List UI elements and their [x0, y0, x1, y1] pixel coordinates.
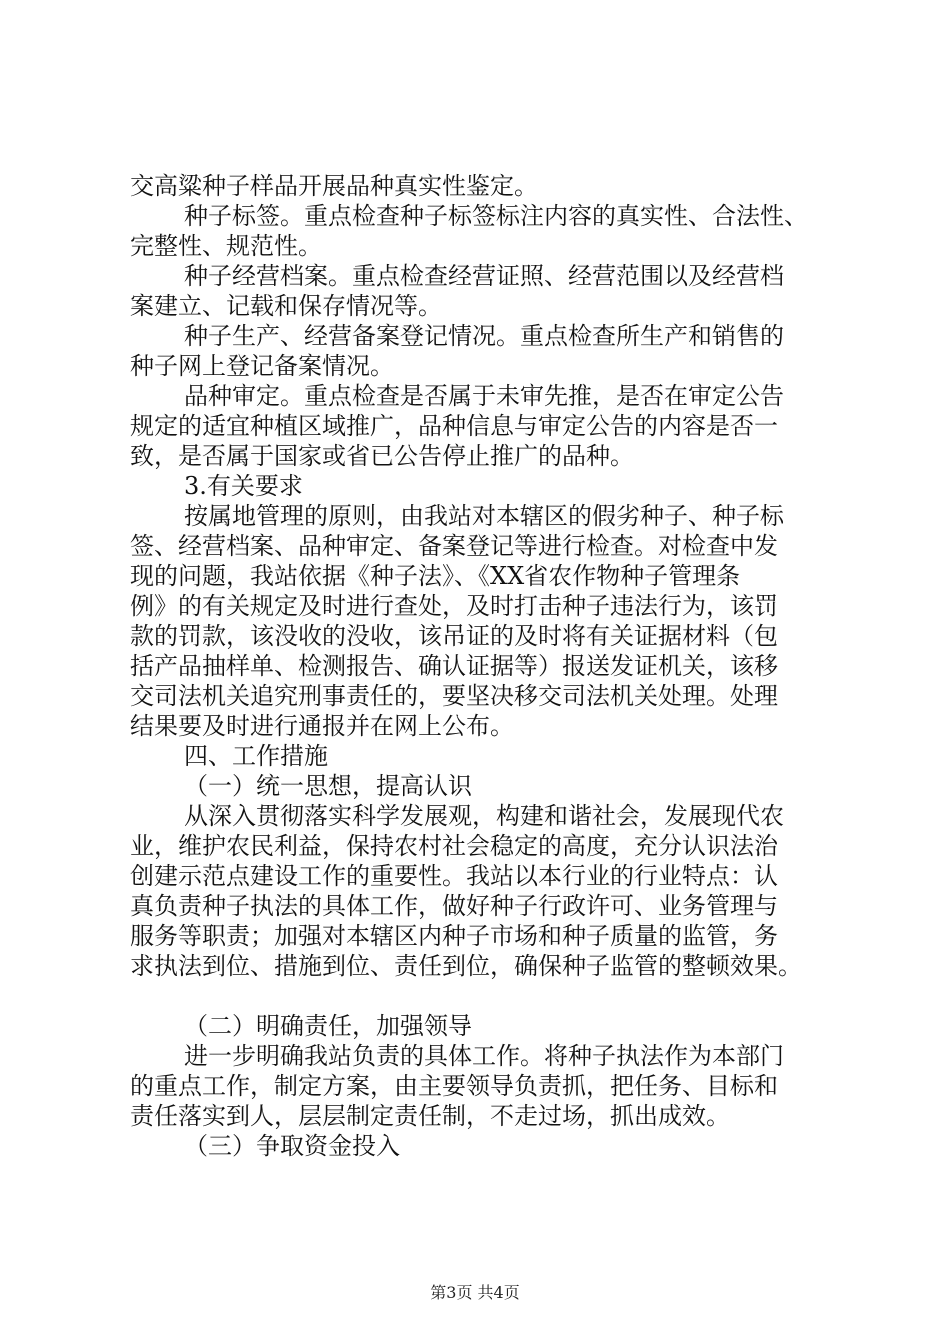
text-line: 括产品抽样单、检测报告、确认证据等）报送发证机关，该移	[130, 652, 778, 680]
text-line: 案建立、记载和保存情况等。	[130, 292, 442, 320]
text-line: （一）统一思想，提高认识	[184, 772, 472, 800]
text-line: 服务等职责；加强对本辖区内种子市场和种子质量的监管，务	[130, 922, 778, 950]
text-line: （三）争取资金投入	[184, 1132, 400, 1160]
text-line: 四、工作措施	[184, 742, 328, 770]
page-footer: 第3页 共4页	[430, 1283, 520, 1302]
document-body	[130, 171, 830, 1161]
text-line: 交高粱种子样品开展品种真实性鉴定。	[130, 172, 538, 200]
text-line: 创建示范点建设工作的重要性。我站以本行业的行业特点：认	[130, 862, 778, 890]
text-line: （二）明确责任，加强领导	[184, 1012, 472, 1040]
text-line: 结果要及时进行通报并在网上公布。	[130, 712, 514, 740]
text-line: 的重点工作，制定方案，由主要领导负责抓，把任务、目标和	[130, 1072, 778, 1100]
text-line: 现的问题，我站依据《种子法》、《XX省农作物种子管理条	[130, 562, 741, 590]
text-line: 规定的适宜种植区域推广，品种信息与审定公告的内容是否一	[130, 412, 778, 440]
text-line: 签、经营档案、品种审定、备案登记等进行检查。对检查中发	[130, 532, 778, 560]
text-line: 责任落实到人，层层制定责任制，不走过场，抓出成效。	[130, 1102, 730, 1130]
text-line: 进一步明确我站负责的具体工作。将种子执法作为本部门	[184, 1042, 784, 1070]
text-line: 完整性、规范性。	[130, 232, 322, 260]
text-line: 种子生产、经营备案登记情况。重点检查所生产和销售的	[184, 322, 784, 350]
text-line: 致，是否属于国家或省已公告停止推广的品种。	[130, 442, 634, 470]
text-line: 从深入贯彻落实科学发展观，构建和谐社会，发展现代农	[184, 802, 784, 830]
text-line: 交司法机关追究刑事责任的，要坚决移交司法机关处理。处理	[130, 682, 778, 710]
text-line: 3.有关要求	[184, 472, 303, 500]
text-line: 种子标签。重点检查种子标签标注内容的真实性、合法性、	[184, 202, 808, 230]
text-line: 业，维护农民利益，保持农村社会稳定的高度，充分认识法治	[130, 832, 778, 860]
text-line: 例》的有关规定及时进行查处，及时打击种子违法行为，该罚	[130, 592, 778, 620]
text-line: 种子网上登记备案情况。	[130, 352, 394, 380]
text-line: 款的罚款，该没收的没收，该吊证的及时将有关证据材料（包	[130, 622, 778, 650]
text-line: 真负责种子执法的具体工作，做好种子行政许可、业务管理与	[130, 892, 778, 920]
text-line: 求执法到位、措施到位、责任到位，确保种子监管的整顿效果。	[130, 952, 802, 980]
text-line: 品种审定。重点检查是否属于未审先推，是否在审定公告	[184, 382, 784, 410]
text-line: 种子经营档案。重点检查经营证照、经营范围以及经营档	[184, 262, 784, 290]
blank-line	[130, 981, 830, 1011]
text-line: 按属地管理的原则，由我站对本辖区的假劣种子、种子标	[184, 502, 784, 530]
